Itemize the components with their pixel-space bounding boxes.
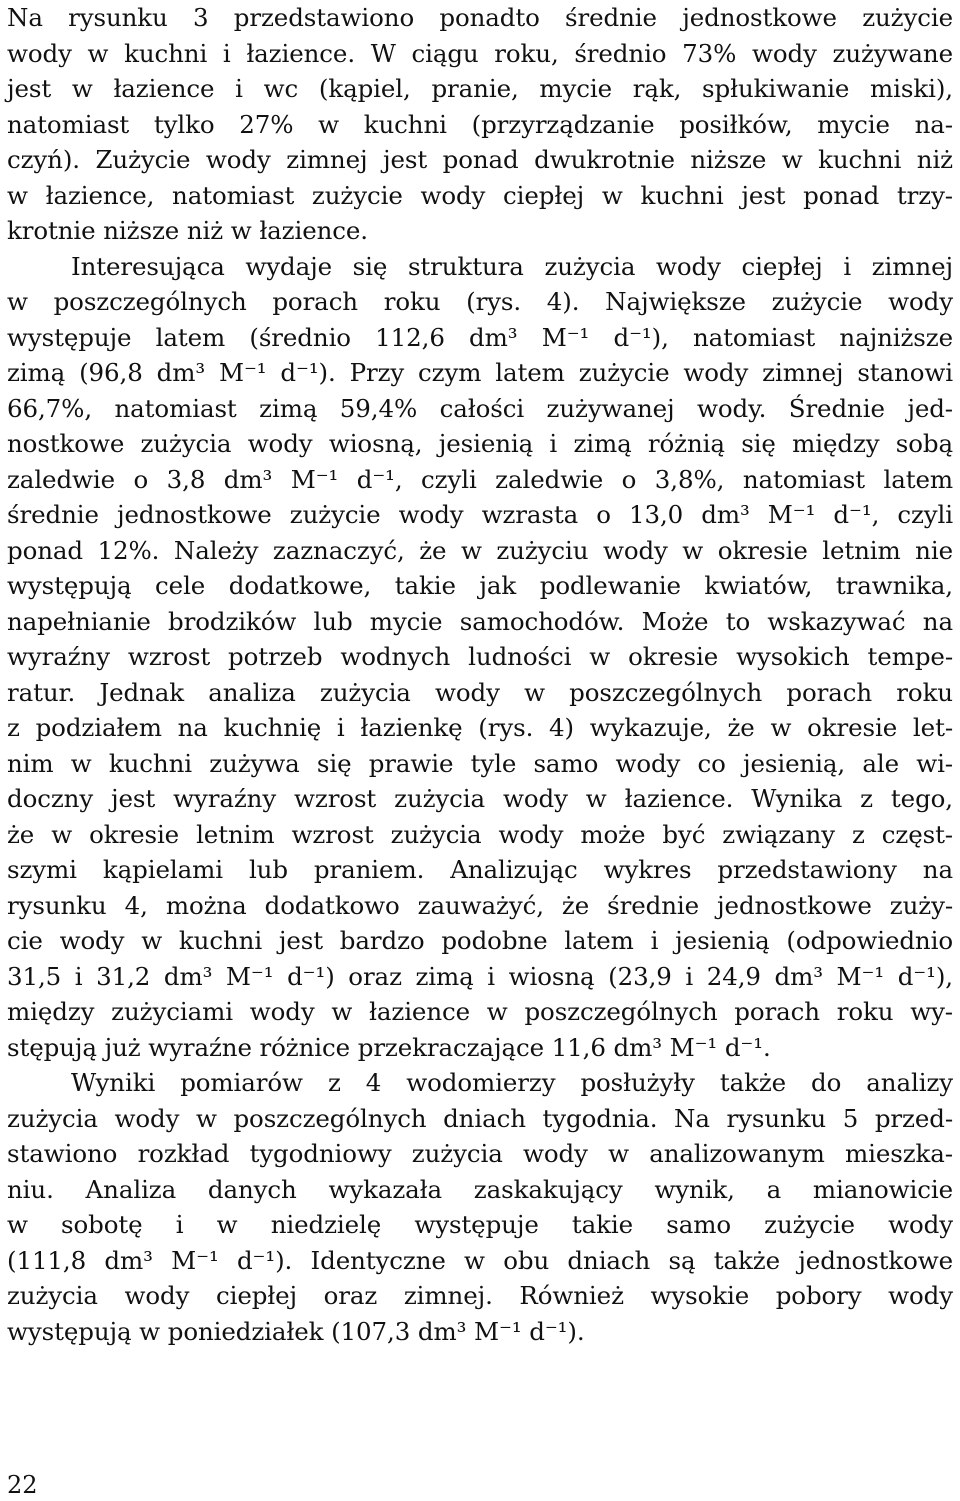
text-line: że w okresie letnim wzrost zużycia wody może być związany z częst- xyxy=(7,819,953,849)
text-line: (111,8 dm³ M⁻¹ d⁻¹). Identyczne w obu dniach są także jednostkowe xyxy=(7,1245,953,1275)
text-line: doczny jest wyraźny wzrost zużycia wody w łazience. Wynika z tego, xyxy=(7,784,953,813)
text-line: występują w poniedziałek (107,3 dm³ M⁻¹ d⁻¹). xyxy=(7,1316,585,1346)
text-line: krotnie niższe niż w łazience. xyxy=(7,216,368,245)
text-line: rysunku 4, można dodatkowo zauważyć, że średnie jednostkowe zuży- xyxy=(7,890,953,920)
text-line: 66,7%, natomiast zimą 59,4% całości zużywanej wody. Średnie jed- xyxy=(7,393,953,423)
text-line: w poszczególnych porach roku (rys. 4). Największe zużycie wody xyxy=(7,287,953,316)
document-page xyxy=(7,0,953,1349)
text-line: Na rysunku 3 przedstawiono ponadto średnie jednostkowe zużycie xyxy=(7,3,953,32)
body-text xyxy=(7,0,953,1349)
paragraph xyxy=(7,0,953,249)
text-line: ratur. Jednak analiza zużycia wody w poszczególnych porach roku xyxy=(7,677,953,707)
text-line: stępują już wyraźne różnice przekraczające 11,6 dm³ M⁻¹ d⁻¹. xyxy=(7,1032,771,1062)
text-line: ponad 12%. Należy zaznaczyć, że w zużyciu wody w okresie letnim nie xyxy=(7,535,953,565)
text-line: 31,5 i 31,2 dm³ M⁻¹ d⁻¹) oraz zimą i wiosną (23,9 i 24,9 dm³ M⁻¹ d⁻¹), xyxy=(7,961,953,991)
text-line: jest w łazience i wc (kąpiel, pranie, mycie rąk, spłukiwanie miski), xyxy=(7,74,953,103)
text-line: napełnianie brodzików lub mycie samochodów. Może to wskazywać na xyxy=(7,606,953,636)
text-line: między zużyciami wody w łazience w poszczególnych porach roku wy- xyxy=(7,997,953,1026)
text-line: występują cele dodatkowe, takie jak podlewanie kwiatów, trawnika, xyxy=(7,571,953,600)
text-line: natomiast tylko 27% w kuchni (przyrządzanie posiłków, mycie na- xyxy=(7,109,953,139)
text-line: niu. Analiza danych wykazała zaskakujący wynik, a mianowicie xyxy=(7,1174,953,1204)
text-line: Interesująca wydaje się struktura zużycia wody ciepłej i zimnej xyxy=(71,251,953,281)
text-line: w sobotę i w niedzielę występuje takie samo zużycie wody xyxy=(7,1210,953,1239)
text-line: stawiono rozkład tygodniowy zużycia wody w analizowanym mieszka- xyxy=(7,1139,953,1168)
text-line: w łazience, natomiast zużycie wody ciepłej w kuchni jest ponad trzy- xyxy=(7,180,953,210)
text-line: z podziałem na kuchnię i łazienkę (rys. 4) wykazuje, że w okresie let- xyxy=(7,713,953,742)
text-line: zużycia wody w poszczególnych dniach tygodnia. Na rysunku 5 przed- xyxy=(7,1103,953,1133)
text-line: cie wody w kuchni jest bardzo podobne latem i jesienią (odpowiednio xyxy=(7,926,953,955)
text-line: szymi kąpielami lub praniem. Analizując wykres przedstawiony na xyxy=(7,855,953,884)
text-line: zimą (96,8 dm³ M⁻¹ d⁻¹). Przy czym latem zużycie wody zimnej stanowi xyxy=(7,358,953,387)
text-line: zaledwie o 3,8 dm³ M⁻¹ d⁻¹, czyli zaledwie o 3,8%, natomiast latem xyxy=(7,464,953,494)
text-line: wody w kuchni i łazience. W ciągu roku, średnio 73% wody zużywane xyxy=(7,38,953,68)
text-line: nostkowe zużycia wody wiosną, jesienią i zimą różnią się między sobą xyxy=(7,429,953,458)
text-line: Wyniki pomiarów z 4 wodomierzy posłużyły także do analizy xyxy=(71,1068,953,1097)
text-line: nim w kuchni zużywa się prawie tyle samo wody co jesienią, ale wi- xyxy=(7,748,953,778)
paragraph xyxy=(7,249,953,1066)
page-number: 22 xyxy=(7,1471,38,1499)
text-line: występuje latem (średnio 112,6 dm³ M⁻¹ d⁻¹), natomiast najniższe xyxy=(7,322,953,352)
paragraph xyxy=(7,1065,953,1349)
text-line: średnie jednostkowe zużycie wody wzrasta o 13,0 dm³ M⁻¹ d⁻¹, czyli xyxy=(7,500,953,529)
text-line: zużycia wody ciepłej oraz zimnej. Również wysokie pobory wody xyxy=(7,1281,953,1310)
text-line: czyń). Zużycie wody zimnej jest ponad dwukrotnie niższe w kuchni niż xyxy=(7,145,953,174)
text-line: wyraźny wzrost potrzeb wodnych ludności w okresie wysokich tempe- xyxy=(7,642,953,671)
